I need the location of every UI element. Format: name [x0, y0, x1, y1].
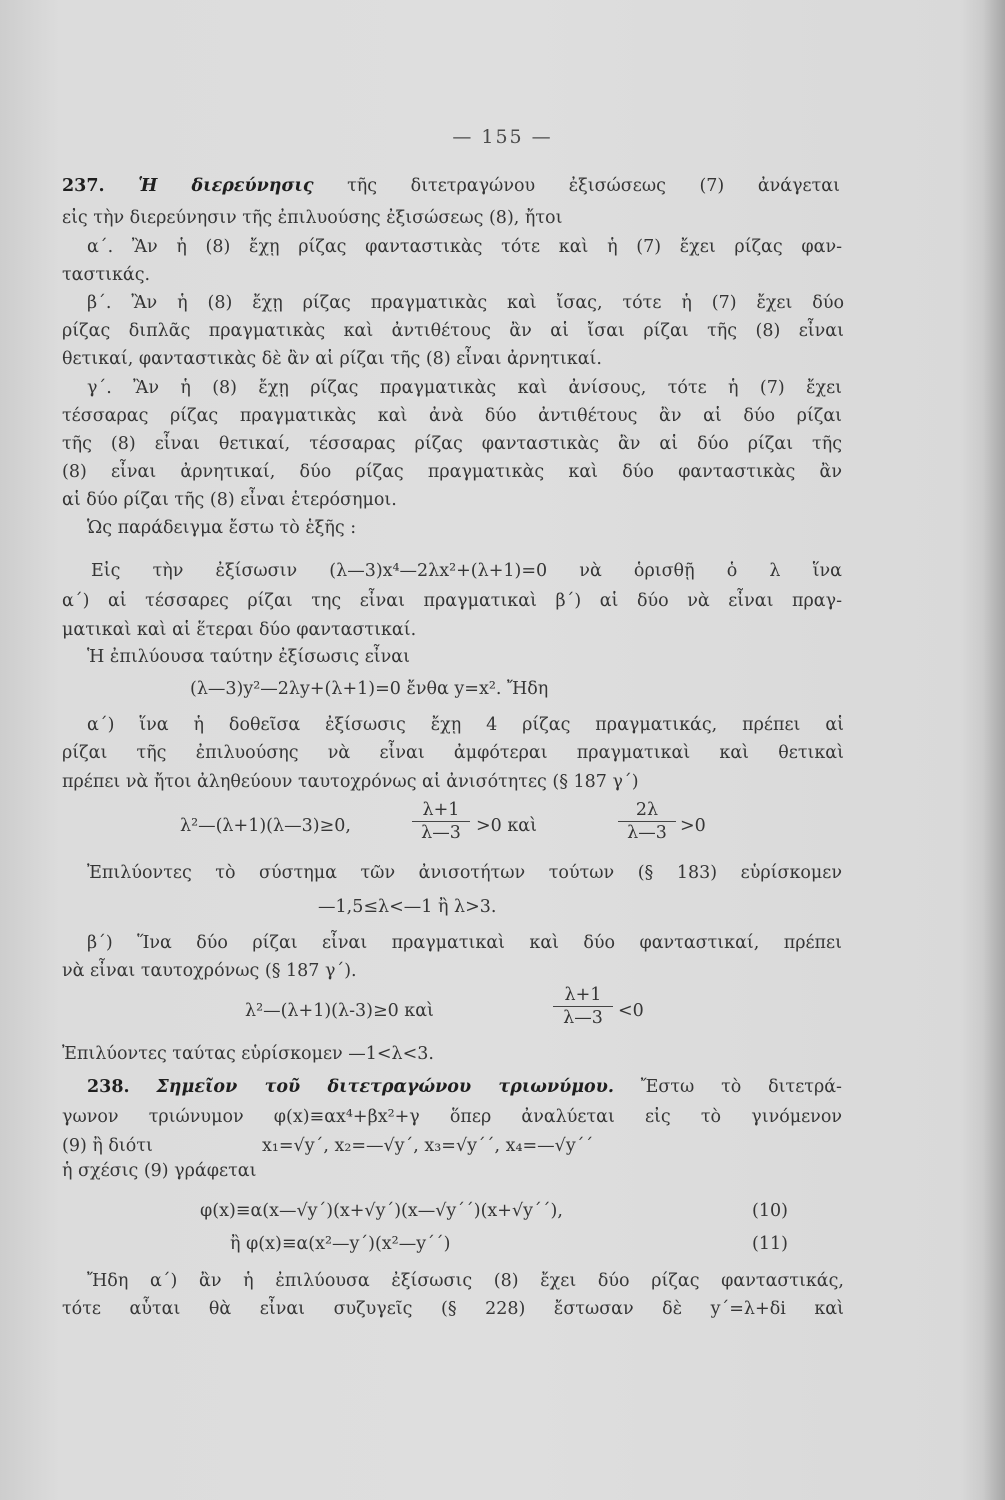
fraction-2-bar: [618, 821, 676, 822]
sec238-line-2: γωνον τριώνυμον φ(x)≡αx⁴+βx²+γ ὅπερ ἀναλύεται εἰς τὸ γινόμενον: [62, 1107, 842, 1127]
fraction-1-numerator: λ+1: [422, 800, 460, 820]
ineq1-part-b: >0 καὶ: [476, 816, 537, 836]
page-spine-shadow: [983, 0, 1005, 1500]
sec237-line-21: πρέπει νὰ ἤτοι ἀληθεύουν ταυτοχρόνως αἱ ἀνισότητες (§ 187 γ΄): [62, 772, 639, 792]
fraction-2-numerator: 2λ: [635, 800, 659, 820]
sec237-solution-a: —1,5≤λ<—1 ἢ λ>3.: [318, 897, 497, 917]
sec238-roots: x₁=√y΄, x₂=—√y΄, x₃=√y΄΄, x₄=—√y΄΄: [262, 1136, 594, 1156]
sec237-line-24: β΄) Ἵνα δύο ρίζαι εἶναι πραγματικαὶ καὶ δύο φανταστικαί, πρέπει: [87, 933, 842, 953]
sec238-number: 238.: [87, 1077, 130, 1097]
sec237-equation-resolvent: (λ—3)y²—2λy+(λ+1)=0 ἔνθα y=x². Ἤδη: [190, 679, 549, 699]
fraction-3-bar: [553, 1006, 613, 1007]
sec237-line-25: νὰ εἶναι ταυτοχρόνως (§ 187 γ΄).: [62, 961, 357, 981]
sec237-line-10: τῆς (8) εἶναι θετικαί, τέσσαρας ρίζας φανταστικὰς ἂν αἱ δύο ρίζαι τῆς: [62, 434, 842, 454]
sec237-line-4: ταστικάς.: [62, 265, 151, 285]
sec237-line-15: α΄) αἱ τέσσαρες ρίζαι της εἶναι πραγματικαὶ β΄) αἱ δύο νὰ εἶναι πραγ-: [62, 591, 842, 611]
sec237-line-17: Ἡ ἐπιλύουσα ταύτην ἐξίσωσις εἶναι: [87, 647, 410, 667]
sec237-line-1-text: τῆς διτετραγώνου ἐξισώσεως (7) ἀνάγεται: [347, 176, 840, 196]
sec237-line-14: Εἰς τὴν ἐξίσωσιν (λ—3)x⁴—2λx²+(λ+1)=0 νὰ ὁρισθῇ ὁ λ ἵνα: [91, 561, 842, 581]
sec238-equation-10: φ(x)≡α(x—√y΄)(x+√y΄)(x—√y΄΄)(x+√y΄΄),: [200, 1201, 563, 1221]
sec237-line-6: ρίζας διπλᾶς πραγματικὰς καὶ ἀντιθέτους ἂν αἱ ἴσαι ρίζαι τῆς (8) εἶναι: [62, 321, 844, 341]
fraction-3-denominator: λ—3: [563, 1008, 603, 1028]
sec237-line-22: Ἐπιλύοντες τὸ σύστημα τῶν ἀνισοτήτων τούτων (§ 183) εὑρίσκομεν: [87, 863, 842, 883]
sec238-line-1-text: Ἔστω τὸ διτετρά-: [640, 1077, 842, 1097]
fraction-3: [553, 985, 613, 1028]
sec237-line-12: αἱ δύο ρίζαι τῆς (8) εἶναι ἑτερόσημοι.: [62, 490, 397, 510]
sec237-line-26: Ἐπιλύοντες ταύτας εὑρίσκομεν —1<λ<3.: [62, 1044, 434, 1064]
sec237-line-5: β΄. Ἂν ἡ (8) ἔχῃ ρίζας πραγματικὰς καὶ ἴσας, τότε ἡ (7) ἔχει δύο: [87, 293, 844, 313]
sec237-line-1: [62, 175, 840, 197]
sec238-equation-10-label: (10): [752, 1201, 788, 1221]
sec238-title: Σημεῖον τοῦ διτετραγώνου τριωνύμου.: [156, 1077, 614, 1097]
fraction-1-denominator: λ—3: [421, 823, 461, 843]
fraction-1-bar: [412, 821, 470, 822]
ineq1-part-c: >0: [680, 816, 706, 836]
page-number: — 155 —: [452, 126, 553, 148]
sec238-line-6: τότε αὗται θὰ εἶναι συζυγεῖς (§ 228) ἔστωσαν δὲ y΄=λ+δi καὶ: [62, 1299, 844, 1319]
ineq2-part-b: <0: [618, 1001, 644, 1021]
fraction-2: [618, 800, 676, 843]
sec237-line-19: α΄) ἵνα ἡ δοθεῖσα ἐξίσωσις ἔχῃ 4 ρίζας πραγματικάς, πρέπει αἱ: [87, 715, 844, 735]
fraction-3-numerator: λ+1: [564, 985, 602, 1005]
sec237-line-16: ματικαὶ καὶ αἱ ἕτεραι δύο φανταστικαί.: [62, 620, 417, 640]
sec238-line-1: [87, 1076, 842, 1098]
ineq1-part-a: λ²—(λ+1)(λ—3)≥0,: [180, 816, 351, 836]
sec237-line-11: (8) εἶναι ἀρνητικαί, δύο ρίζας πραγματικὰς καὶ δύο φανταστικὰς ἂν: [62, 462, 842, 482]
sec238-line-5: Ἤδη α΄) ἂν ἡ ἐπιλύουσα ἐξίσωσις (8) ἔχει δύο ρίζας φανταστικάς,: [87, 1271, 844, 1291]
sec237-line-8: γ΄. Ἂν ἡ (8) ἔχῃ ρίζας πραγματικὰς καὶ ἀνίσους, τότε ἡ (7) ἔχει: [87, 378, 842, 398]
sec238-line-4: ἡ σχέσις (9) γράφεται: [62, 1161, 257, 1181]
sec237-line-20: ρίζαι τῆς ἐπιλυούσης νὰ εἶναι ἀμφότεραι πραγματικαὶ καὶ θετικαὶ: [62, 743, 844, 763]
sec237-line-2: εἰς τὴν διερεύνησιν τῆς ἐπιλυούσης ἐξισώσεως (8), ἤτοι: [62, 208, 563, 228]
sec238-equation-11-label: (11): [752, 1234, 788, 1254]
sec237-line-13: Ὡς παράδειγμα ἔστω τὸ ἑξῆς :: [87, 518, 357, 538]
fraction-2-denominator: λ—3: [627, 823, 667, 843]
sec238-equation-11: ἢ φ(x)≡α(x²—y΄)(x²—y΄΄): [230, 1234, 451, 1254]
sec237-line-3: α΄. Ἂν ἡ (8) ἔχῃ ρίζας φανταστικὰς τότε καὶ ἡ (7) ἔχει ρίζας φαν-: [87, 237, 842, 257]
sec237-title: Ἡ διερεύνησις: [138, 176, 314, 196]
sec238-line-3a: (9) ἢ διότι: [62, 1136, 153, 1156]
ineq2-part-a: λ²—(λ+1)(λ-3)≥0 καὶ: [245, 1001, 434, 1021]
sec237-number: 237.: [62, 176, 105, 196]
fraction-1: [412, 800, 470, 843]
sec237-line-7: θετικαί, φανταστικὰς δὲ ἂν αἱ ρίζαι τῆς (8) εἶναι ἀρνητικαί.: [62, 349, 602, 369]
sec237-line-9: τέσσαρας ρίζας πραγματικὰς καὶ ἀνὰ δύο ἀντιθέτους ἂν αἱ δύο ρίζαι: [62, 406, 842, 426]
